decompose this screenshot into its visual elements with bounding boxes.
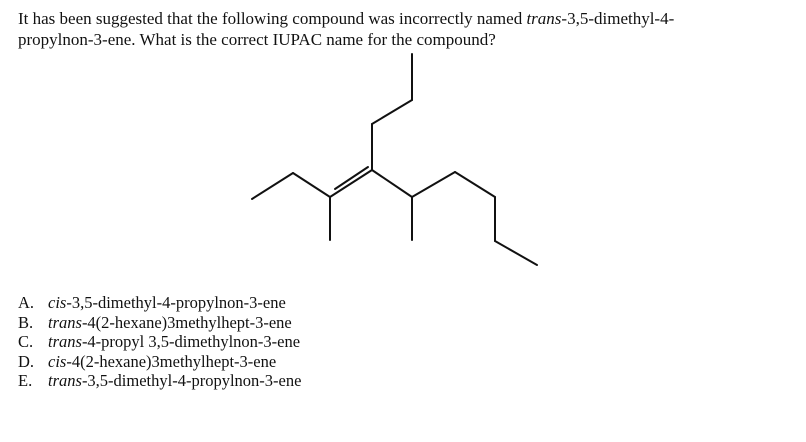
option-stereo: cis bbox=[48, 351, 67, 371]
answer-options bbox=[18, 293, 301, 391]
bond-c1-c2 bbox=[252, 173, 293, 199]
question-prefix: It has been suggested that the following compound was incorrectly named bbox=[18, 9, 527, 28]
option-name: -4-propyl 3,5-dimethylnon-3-ene bbox=[81, 332, 301, 351]
bond-c8-c9 bbox=[495, 241, 537, 265]
bond-c4-c5 bbox=[372, 170, 412, 197]
option-c[interactable] bbox=[18, 332, 301, 352]
option-letter: A. bbox=[18, 293, 35, 312]
question-line-2: propylnon-3-ene. What is the correct IUPAC name for the compound? bbox=[18, 30, 496, 49]
bond-c6-c7 bbox=[455, 172, 495, 197]
option-stereo: trans bbox=[48, 332, 82, 351]
bond-c4-propyl-2 bbox=[372, 100, 412, 124]
option-a[interactable] bbox=[18, 293, 301, 313]
question-stereo: trans bbox=[526, 9, 562, 28]
bond-c3-c4-double-inner bbox=[335, 167, 368, 189]
option-stereo: trans bbox=[48, 371, 82, 390]
bond-c2-c3 bbox=[293, 173, 330, 197]
option-b[interactable] bbox=[18, 313, 301, 333]
option-d[interactable] bbox=[18, 352, 301, 372]
option-name: -3,5-dimethyl-4-propylnon-3-ene bbox=[81, 371, 302, 390]
option-name: -4(2-hexane)3methylhept-3-ene bbox=[81, 312, 292, 332]
option-letter: B. bbox=[18, 312, 34, 332]
option-e[interactable] bbox=[18, 371, 301, 391]
bond-c3-c4-double bbox=[330, 170, 372, 197]
option-name: -4(2-hexane)3methylhept-3-ene bbox=[66, 351, 277, 371]
option-letter: D. bbox=[18, 351, 35, 371]
option-letter: C. bbox=[18, 332, 34, 351]
option-name: -3,5-dimethyl-4-propylnon-3-ene bbox=[66, 293, 286, 312]
option-stereo: cis bbox=[48, 293, 67, 312]
option-stereo: trans bbox=[48, 312, 82, 332]
option-letter: E. bbox=[18, 371, 33, 390]
bond-c5-c6 bbox=[412, 172, 455, 197]
question-name-rest: -3,5-dimethyl-4- bbox=[561, 9, 675, 28]
